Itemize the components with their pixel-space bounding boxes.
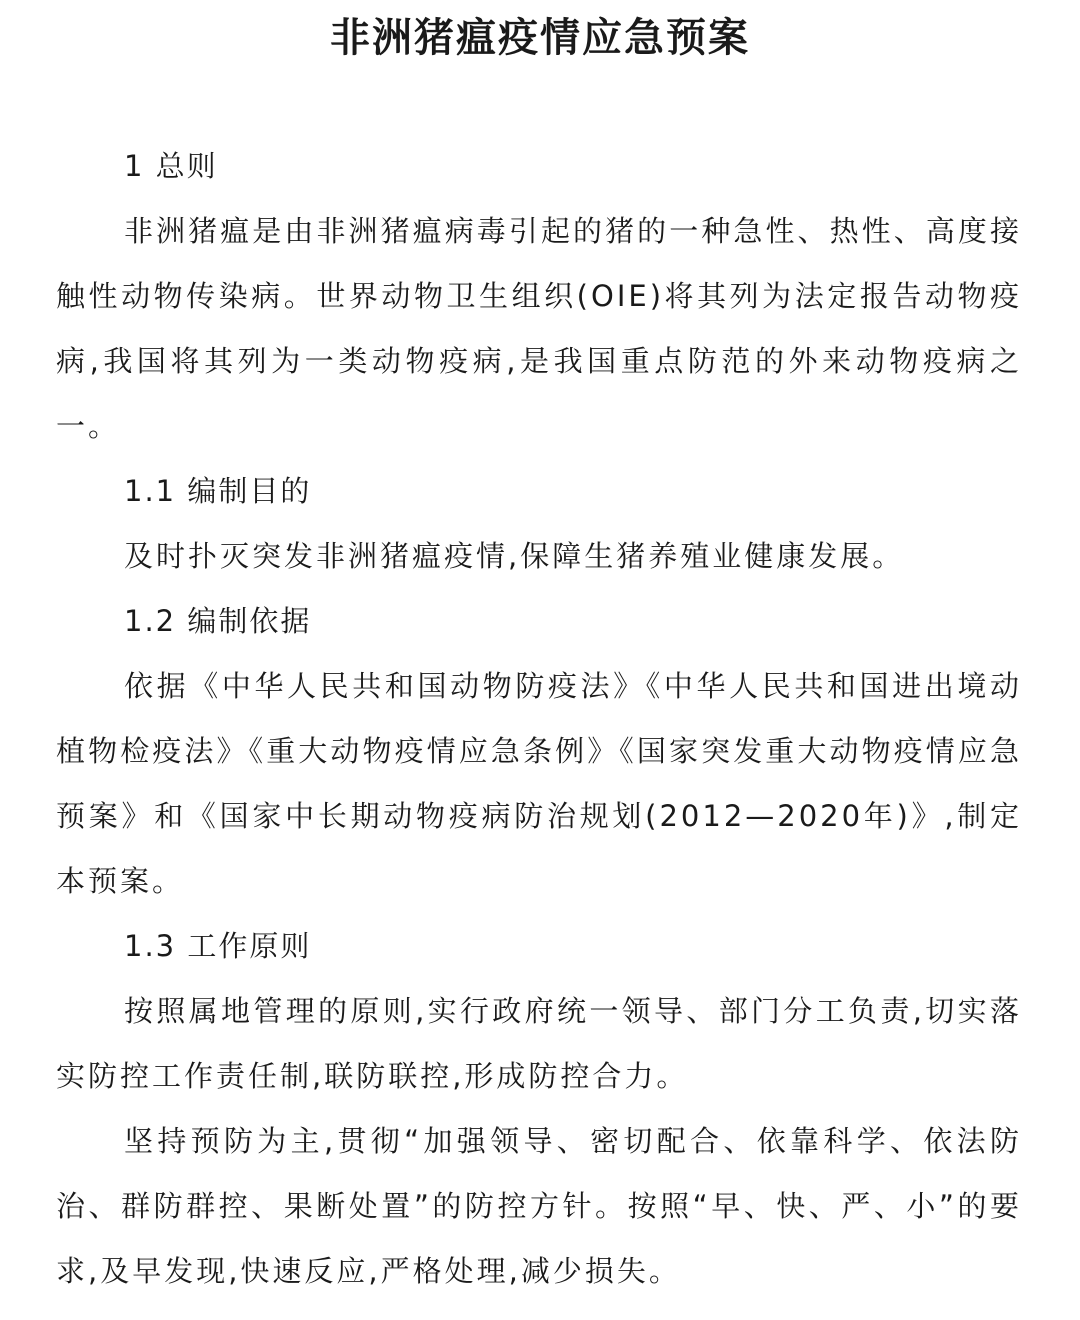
section-heading-purpose: 1.1 编制目的 (124, 474, 312, 508)
paragraph-definition: 非洲猪瘟是由非洲猪瘟病毒引起的猪的一种急性、热性、高度接触性动物传染病。世界动物卫生组织(OIE)将其列为法定报告动物疫病,我国将其列为一类动物疫病,是我国重点防范的外来动物疫病之一。 (56, 214, 1022, 443)
section-heading-principles: 1.3 工作原则 (124, 929, 312, 963)
paragraph-purpose: 及时扑灭突发非洲猪瘟疫情,保障生猪养殖业健康发展。 (124, 539, 905, 573)
document-title: 非洲猪瘟疫情应急预案 (330, 14, 750, 61)
document-body (56, 134, 1022, 1304)
paragraph-principles-1: 按照属地管理的原则,实行政府统一领导、部门分工负责,切实落实防控工作责任制,联防联控,形成防控合力。 (56, 994, 1022, 1093)
section-heading-basis: 1.2 编制依据 (124, 604, 312, 638)
paragraph-basis: 依据《中华人民共和国动物防疫法》《中华人民共和国进出境动植物检疫法》《重大动物疫情应急条例》《国家突发重大动物疫情应急预案》和《国家中长期动物疫病防治规划(2012—2020年)》,制定本预案。 (56, 669, 1022, 898)
paragraph-principles-2: 坚持预防为主,贯彻“加强领导、密切配合、依靠科学、依法防治、群防群控、果断处置”的防控方针。按照“早、快、严、小”的要求,及早发现,快速反应,严格处理,减少损失。 (56, 1124, 1022, 1288)
section-heading-general: 1 总则 (124, 149, 218, 183)
